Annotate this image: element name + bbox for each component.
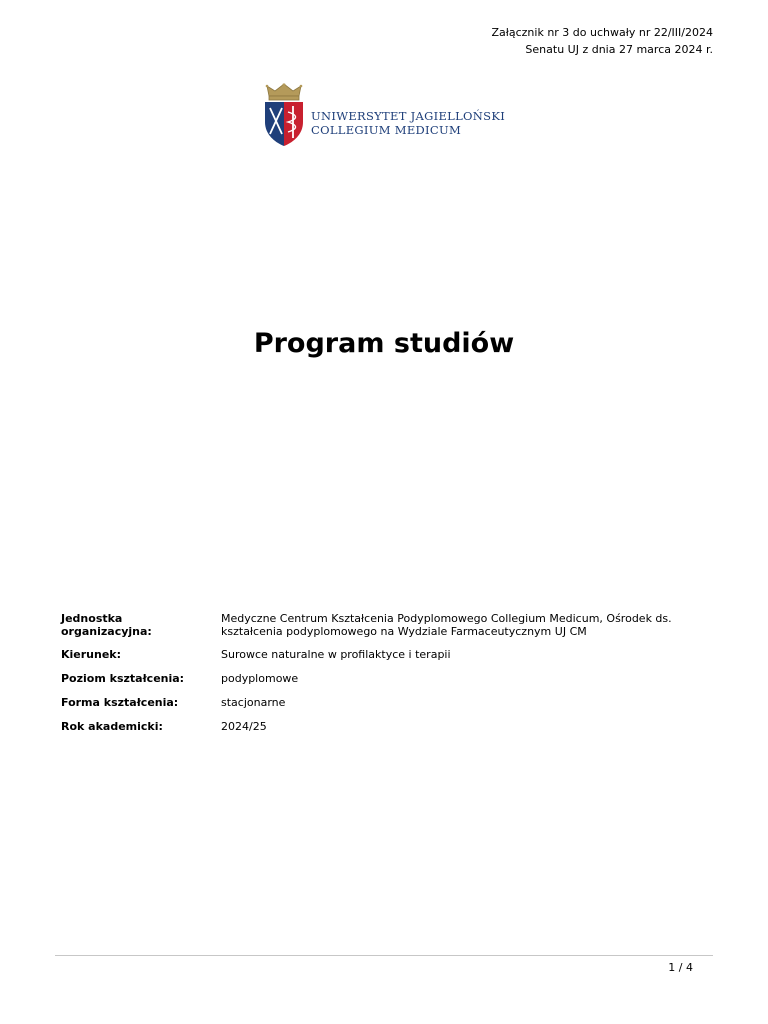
- coat-of-arms-icon: [263, 82, 305, 148]
- logo-wordmark: [311, 109, 505, 137]
- info-value: podyplomowe: [221, 671, 299, 685]
- attachment-line-2: Senatu UJ z dnia 27 marca 2024 r.: [525, 43, 713, 56]
- info-value: Medyczne Centrum Kształcenia Podyplomowego Collegium Medicum, Ośrodek ds. kształcenia podyplomowego na Wydziale Farmaceutycznym UJ CM: [221, 612, 672, 638]
- info-label: Forma kształcenia:: [61, 695, 179, 709]
- info-label: Kierunek:: [61, 647, 122, 661]
- info-row-unit: [55, 608, 713, 642]
- attachment-line-1: Załącznik nr 3 do uchwały nr 22/III/2024: [491, 26, 713, 39]
- info-value: Surowce naturalne w profilaktyce i terapii: [221, 647, 451, 661]
- document-title: Program studiów: [253, 328, 515, 359]
- info-value: stacjonarne: [221, 695, 286, 709]
- attachment-note: [491, 24, 713, 58]
- footer-divider: [55, 955, 713, 956]
- university-logo: [263, 82, 513, 148]
- program-info-table: [55, 608, 713, 738]
- info-label: Jednostka organizacyjna:: [61, 612, 152, 638]
- info-value: 2024/25: [221, 719, 267, 733]
- info-label: Poziom kształcenia:: [61, 671, 185, 685]
- info-row-field: [55, 642, 713, 666]
- info-row-form: [55, 690, 713, 714]
- logo-line-2: COLLEGIUM MEDICUM: [311, 123, 462, 137]
- info-row-level: [55, 666, 713, 690]
- info-label: Rok akademicki:: [61, 719, 163, 733]
- page-indicator: 1 / 4: [668, 961, 693, 974]
- logo-line-1: UNIWERSYTET JAGIELLOŃSKI: [311, 109, 506, 123]
- info-row-academic-year: [55, 714, 713, 738]
